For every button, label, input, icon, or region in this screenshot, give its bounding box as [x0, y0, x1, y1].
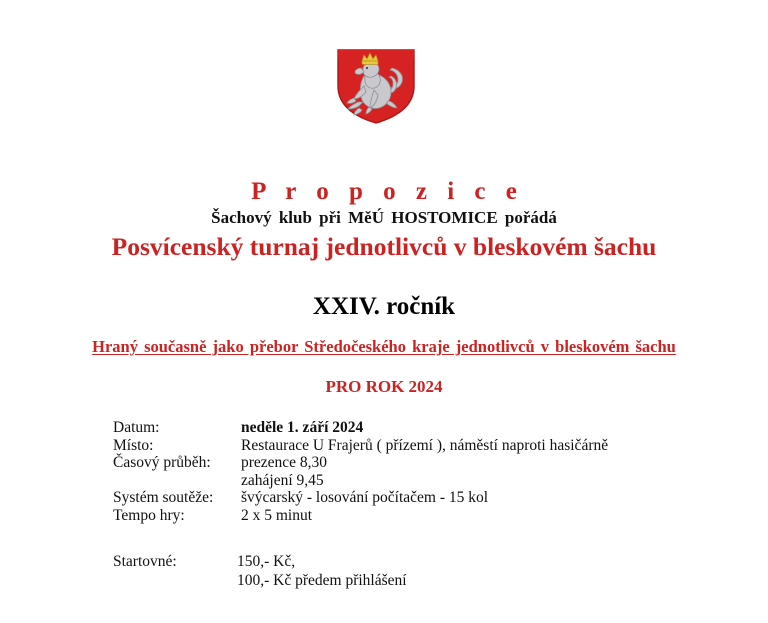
bohemian-lion-coat-of-arms-icon	[334, 46, 418, 126]
table-row	[113, 437, 661, 455]
detail-value-system-souteze: švýcarský - losování počítačem - 15 kol	[241, 489, 489, 507]
table-row	[113, 419, 661, 437]
detail-value-datum: neděle 1. září 2024	[241, 419, 364, 436]
organizer-line: Šachový klub při MěÚ HOSTOMICE pořádá	[211, 208, 557, 227]
detail-label-system-souteze: Systém soutěže:	[113, 489, 214, 507]
detail-label-datum: Datum:	[113, 419, 160, 436]
detail-label-tempo-hry: Tempo hry:	[113, 506, 185, 524]
fee-value-primary: 150,- Kč,	[237, 553, 296, 570]
parallel-event-text: Hraný současně jako přebor Středočeského kraje jednotlivců v bleskovém šachu	[92, 337, 676, 356]
detail-value-tempo-hry: 2 x 5 minut	[241, 506, 313, 524]
detail-value-prezence: prezence 8,30	[241, 454, 328, 472]
parallel-event-line	[0, 337, 768, 357]
detail-value-misto: Restaurace U Frajerů ( přízemí ), náměstí naproti hasičárně	[241, 436, 609, 454]
detail-label-empty	[113, 472, 241, 490]
fee-label: Startovné:	[113, 553, 177, 570]
year-line: PRO ROK 2024	[325, 377, 443, 396]
table-row	[113, 472, 661, 490]
table-row	[113, 489, 661, 507]
fee-label-empty	[113, 571, 237, 590]
detail-label-casovy-prubeh: Časový průběh:	[113, 454, 211, 472]
detail-label-misto: Místo:	[113, 436, 154, 454]
tournament-title: Posvícenský turnaj jednotlivců v bleskovém šachu	[111, 232, 657, 261]
table-row	[113, 454, 661, 472]
table-row	[113, 507, 661, 525]
edition-line: XXIV. ročník	[312, 293, 456, 320]
detail-value-zahajeni: zahájení 9,45	[241, 471, 324, 489]
table-row	[113, 552, 657, 571]
entry-fee-block	[113, 552, 673, 590]
tournament-details	[113, 419, 673, 525]
table-row	[113, 571, 657, 590]
fee-table	[113, 552, 657, 590]
heading-block	[0, 178, 768, 262]
page-title-propozice: P r o p o z i c e	[251, 178, 524, 205]
details-table	[113, 419, 661, 525]
fee-value-secondary: 100,- Kč předem přihlášení	[237, 572, 407, 589]
